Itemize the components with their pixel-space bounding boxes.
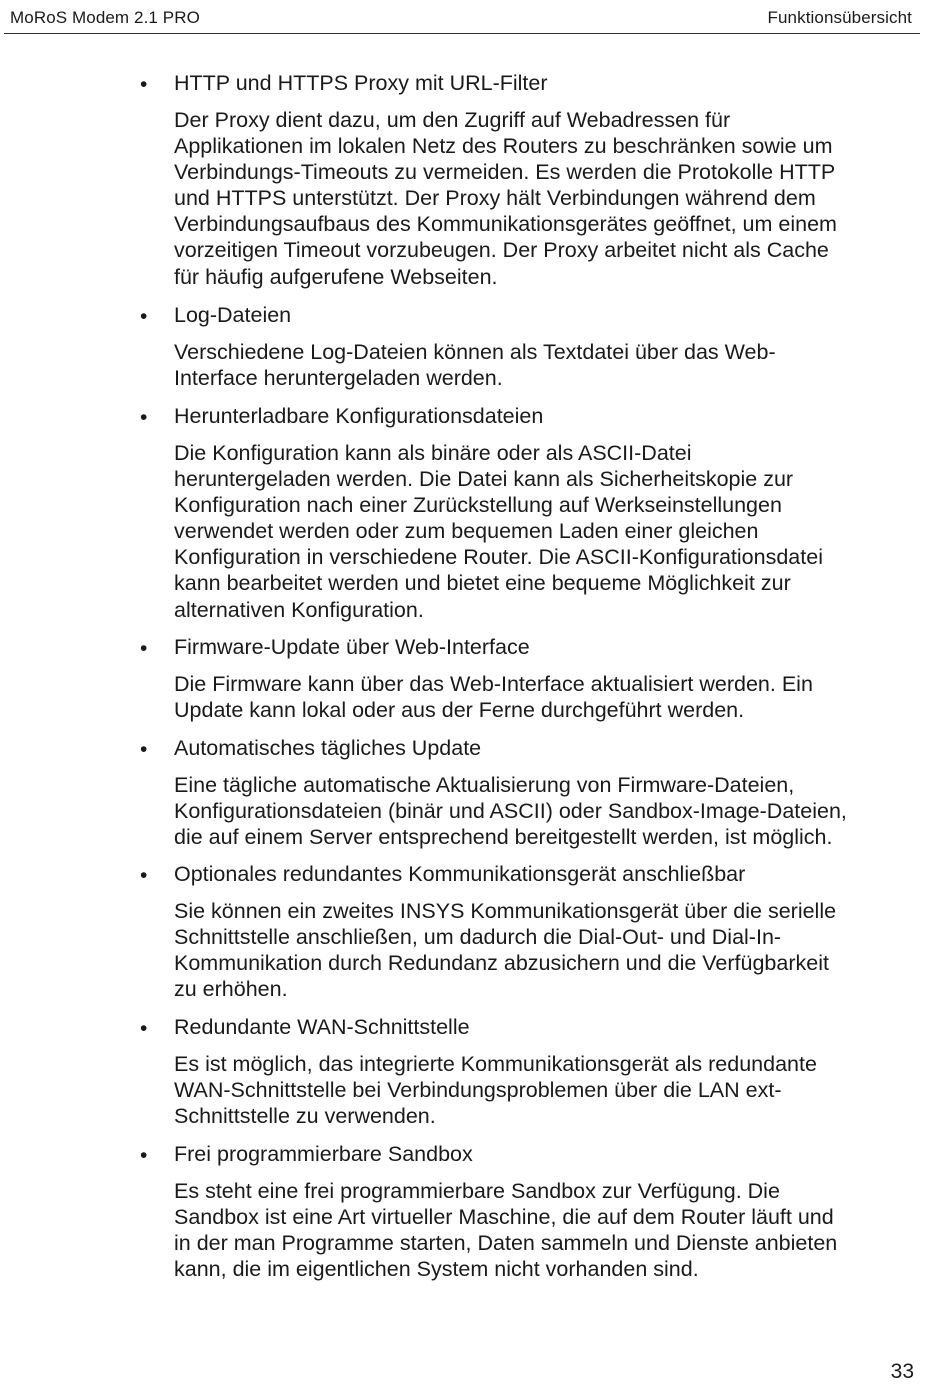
item-title: Redundante WAN-Schnittstelle [174, 1015, 470, 1039]
body-line: Der Proxy dient dazu, um den Zugriff auf Webadressen für [174, 108, 731, 132]
body-line: Schnittstelle zu verwenden. [174, 1104, 436, 1129]
body-line: Eine tägliche automatische Aktualisierung von Firmware-Dateien, [174, 773, 795, 797]
body-line: Die Konfiguration kann als binäre oder als ASCII-Datei [174, 441, 692, 465]
body-line: und HTTPS unterstützt. Der Proxy hält Verbindungen während dem [174, 186, 816, 211]
page-header [4, 0, 920, 34]
item-title: Automatisches tägliches Update [174, 736, 482, 760]
item-title: Firmware-Update über Web-Interface [174, 635, 530, 659]
body-line: WAN-Schnittstelle bei Verbindungsproblemen über die LAN ext- [174, 1078, 782, 1103]
body-line: Schnittstelle anschließen, um dadurch die Dial-Out- und Dial-In- [174, 925, 782, 950]
body-line: verwendet werden oder zum bequemen Laden einer gleichen [174, 519, 759, 544]
body-line: zu erhöhen. [174, 977, 288, 1002]
bullet-icon: • [140, 637, 148, 660]
section-title: Funktionsübersicht [767, 8, 912, 27]
body-line: alternativen Konfiguration. [174, 597, 424, 622]
body-line: Update kann lokal oder aus der Ferne durchgeführt werden. [174, 698, 745, 723]
body-line: Konfiguration nach einer Zurückstellung auf Werkseinstellungen [174, 493, 782, 518]
body-line: Es steht eine frei programmierbare Sandbox zur Verfügung. Die [174, 1179, 780, 1203]
body-line: für häufig aufgerufene Webseiten. [174, 264, 498, 289]
body-line: kann bearbeitet werden und bietet eine bequeme Möglichkeit zur [174, 571, 791, 596]
item-body [174, 1051, 904, 1129]
body-line: heruntergeladen werden. Die Datei kann als Sicherheitskopie zur [174, 467, 794, 492]
item-body [174, 440, 904, 623]
bullet-icon: • [140, 73, 148, 96]
page-number: 33 [890, 1360, 914, 1383]
item-title: Log-Dateien [174, 303, 292, 327]
item-body [174, 1178, 904, 1282]
item-title: Frei programmierbare Sandbox [174, 1142, 473, 1166]
document-title: MoRoS Modem 2.1 PRO [10, 8, 200, 27]
item-body [174, 107, 904, 290]
bullet-icon: • [140, 406, 148, 429]
body-line: Sie können ein zweites INSYS Kommunikationsgerät über die serielle [174, 899, 837, 923]
bullet-icon: • [140, 1017, 148, 1040]
bullet-icon: • [140, 864, 148, 887]
body-line: in der man Programme starten, Daten sammeln und Dienste anbieten [174, 1231, 838, 1256]
body-line: Konfiguration in verschiedene Router. Die ASCII-Konfigurationsdatei [174, 545, 823, 570]
item-body [174, 898, 904, 1002]
body-line: Verbindungsaufbaus des Kommunikationsgerätes geöffnet, um einem [174, 212, 837, 237]
item-body [174, 772, 904, 850]
body-line: Verschiedene Log-Dateien können als Textdatei über das Web- [174, 340, 776, 364]
item-title: Optionales redundantes Kommunikationsgerät anschließbar [174, 862, 746, 886]
body-line: Die Firmware kann über das Web-Interface aktualisiert werden. Ein [174, 672, 813, 696]
body-line: Sandbox ist eine Art virtueller Maschine, die auf dem Router läuft und [174, 1205, 834, 1230]
bullet-icon: • [140, 305, 148, 328]
body-line: Applikationen im lokalen Netz des Routers zu beschränken sowie um [174, 134, 833, 159]
bullet-icon: • [140, 1144, 148, 1167]
item-body [174, 671, 904, 723]
body-line: Kommunikation durch Redundanz abzusichern und die Verfügbarkeit [174, 951, 829, 976]
item-body [174, 339, 904, 391]
body-line: kann, die im eigentlichen System nicht vorhanden sind. [174, 1257, 699, 1282]
body-line: Es ist möglich, das integrierte Kommunikationsgerät als redundante [174, 1052, 817, 1076]
bullet-icon: • [140, 738, 148, 761]
body-line: die auf einem Server entsprechend bereitgestellt werden, ist möglich. [174, 825, 833, 850]
item-title: Herunterladbare Konfigurationsdateien [174, 404, 544, 428]
body-line: Interface heruntergeladen werden. [174, 366, 503, 391]
body-line: Konfigurationsdateien (binär und ASCII) oder Sandbox-Image-Dateien, [174, 799, 847, 824]
body-line: vorzeitigen Timeout vorzubeugen. Der Proxy arbeitet nicht als Cache [174, 238, 829, 263]
item-title: HTTP und HTTPS Proxy mit URL-Filter [174, 71, 548, 95]
body-line: Verbindungs-Timeouts zu vermeiden. Es werden die Protokolle HTTP [174, 160, 836, 185]
